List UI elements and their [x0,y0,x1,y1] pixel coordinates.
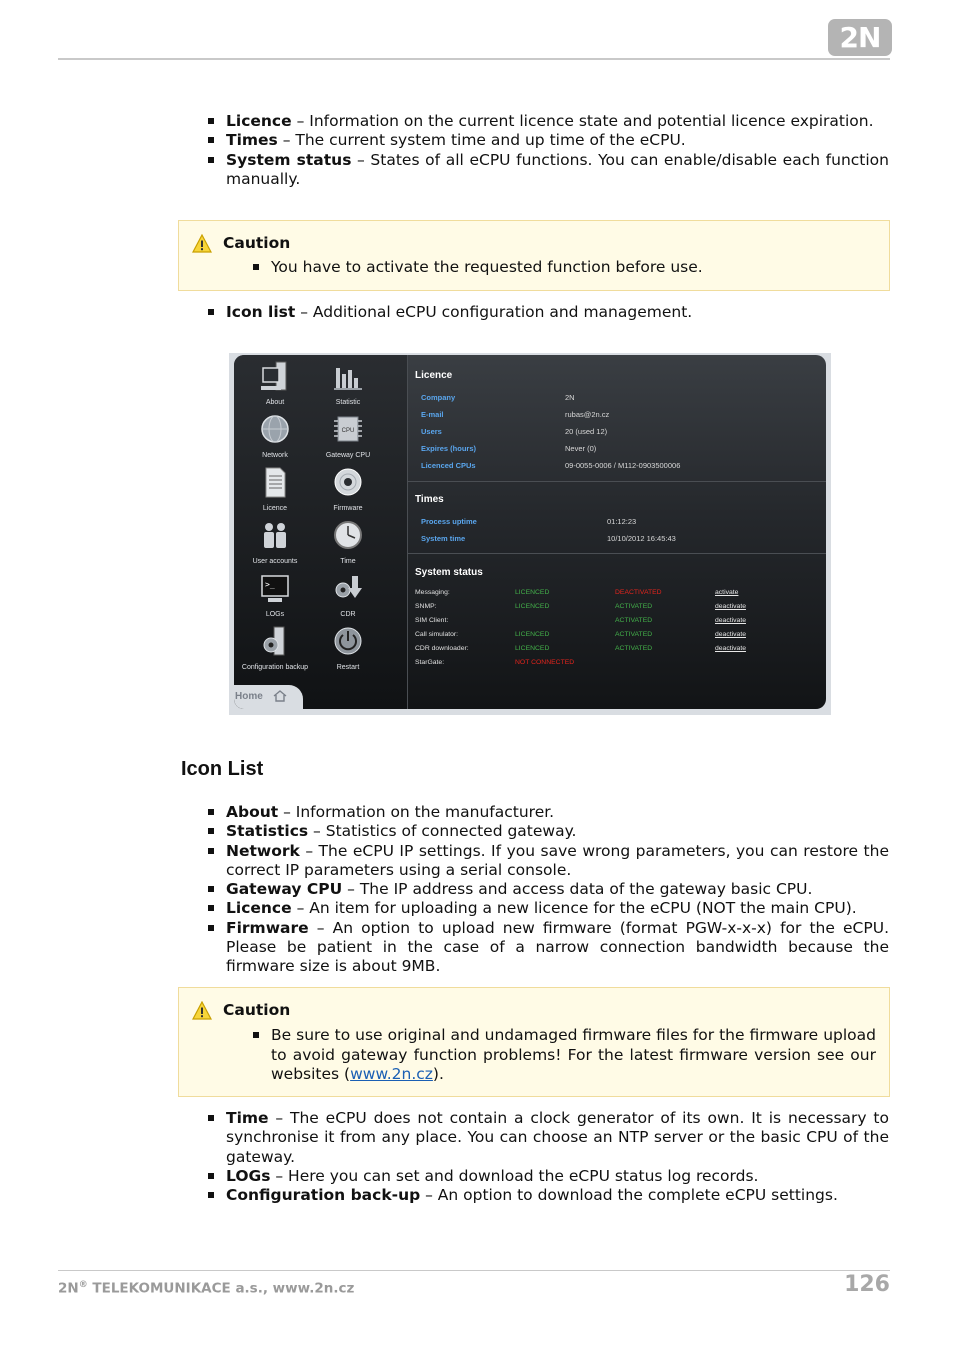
server-icon [260,360,290,394]
status-state: ACTIVATED [615,645,653,652]
status-state: ACTIVATED [615,617,653,624]
licence-key: Users [421,427,442,436]
website-link[interactable]: www.2n.cz [350,1065,433,1083]
menu-item-restart[interactable]: Restart [313,625,383,672]
menu-item-time[interactable]: Time [313,519,383,566]
system-status-title: System status [415,567,483,578]
users-icon [260,519,290,553]
power-icon [333,625,363,659]
list-item: Time – The eCPU does not contain a clock generator of its own. It is necessary to synchronise it from any place. You can choose an NTP server or the basic CPU of the gateway. [206,1109,889,1167]
list-item: Licence – An item for uploading a new licence for the eCPU (NOT the main CPU). [206,899,889,918]
licence-key: Expires (hours) [421,444,477,453]
status-state: ACTIVATED [615,603,653,610]
home-tab[interactable]: Home [234,685,303,709]
footer-divider [58,1270,890,1271]
list-item: System status – States of all eCPU functions. You can enable/disable each function manually. [206,151,889,190]
list-item: Gateway CPU – The IP address and access data of the gateway basic CPU. [206,880,889,899]
activate-link[interactable]: activate [715,589,739,596]
gears-download-icon [333,572,363,606]
warning-icon [192,1001,212,1021]
list-item: Network – The eCPU IP settings. If you save wrong parameters, you can restore the correct IP parameters using a serial console. [206,842,889,881]
times-key: Process uptime [421,517,477,526]
menu-item-network[interactable]: Network [240,413,310,460]
page-number: 126 [844,1272,890,1297]
licence-value: 2N [565,393,575,402]
licence-key: Licenced CPUs [421,461,476,470]
ecpu-screenshot [229,353,831,715]
svg-text:>_: >_ [265,580,275,589]
disc-icon [333,466,363,500]
menu-item-firmware[interactable]: Firmware [313,466,383,513]
caution-box [178,220,890,291]
bottom-list [206,1109,889,1205]
icon-list-intro [206,303,889,322]
times-key: System time [421,534,466,543]
list-item: Firmware – An option to upload new firmware (format PGW-x-x-x) for the eCPU. Please be patient in the case of a narrow connection bandwidth because the firmware size is about 9MB. [206,919,889,977]
document-icon [260,466,290,500]
caution-box [178,987,890,1097]
list-item: Licence – Information on the current licence state and potential licence expiration. [206,112,889,131]
status-licence: LICENCED [515,631,550,638]
menu-item-user-accounts[interactable]: User accounts [240,519,310,566]
menu-item-about[interactable]: About [240,360,310,407]
menu-item-configuration-backup[interactable]: Configuration backup [240,625,310,672]
caution-item: You have to activate the requested function before use. [253,258,876,278]
licence-section [408,355,826,483]
bar-chart-icon [333,360,363,394]
licence-key: Company [421,393,456,402]
deactivate-link[interactable]: deactivate [715,617,746,624]
status-name: StarGate: [415,659,445,666]
icon-list [206,803,889,977]
company-logo: 2N [828,19,892,56]
status-licence: NOT CONNECTED [515,659,575,666]
section-heading: Icon List [181,758,264,780]
terminal-icon [260,572,290,606]
menu-item-logs[interactable]: >_ LOGs [240,572,310,619]
licence-value: 09-0055-0006 / M112-0903500006 [565,461,681,470]
list-item: LOGs – Here you can set and download the eCPU status log records. [206,1167,889,1186]
caution-title: Caution [223,234,291,252]
list-item: About – Information on the manufacturer. [206,803,889,822]
caution-item: Be sure to use original and undamaged firmware files for the firmware upload to avoid gateway function problems! For the latest firmware version see our websites (www.2n.cz). [253,1026,876,1085]
licence-value: rubas@2n.cz [565,410,610,419]
menu-item-licence[interactable]: Licence [240,466,310,513]
times-value: 01:12:23 [607,517,637,526]
caution-title: Caution [223,1001,291,1019]
menu-item-statistic[interactable]: Statistic [313,360,383,407]
deactivate-link[interactable]: deactivate [715,645,746,652]
times-value: 10/10/2012 16:45:43 [607,534,676,543]
menu-item-cdr[interactable]: CDR [313,572,383,619]
list-item: Configuration back-up – An option to download the complete eCPU settings. [206,1186,889,1205]
cpu-chip-icon [333,413,363,447]
config-backup-icon [260,625,290,659]
status-name: CDR downloader: [415,645,469,652]
list-item: Times – The current system time and up time of the eCPU. [206,131,889,150]
licence-value: 20 (used 12) [565,427,608,436]
licence-value: Never (0) [565,444,597,453]
header-divider [58,58,890,60]
status-licence: LICENCED [515,603,550,610]
status-licence: LICENCED [515,589,550,596]
licence-key: E-mail [421,410,444,419]
top-feature-list [206,112,889,189]
times-section [408,483,826,555]
ecpu-panel [234,355,826,709]
deactivate-link[interactable]: deactivate [715,603,746,610]
status-name: SIM Client: [415,617,449,624]
warning-icon [192,234,212,254]
deactivate-link[interactable]: deactivate [715,631,746,638]
status-name: Messaging: [415,589,450,596]
times-title: Times [415,494,444,505]
status-state: ACTIVATED [615,631,653,638]
icon-menu [234,355,408,709]
list-item: Statistics – Statistics of connected gateway. [206,822,889,841]
menu-item-gateway-cpu[interactable]: CPU Gateway CPU [313,413,383,460]
globe-icon [260,413,290,447]
status-state: DEACTIVATED [615,589,662,596]
licence-title: Licence [415,370,453,381]
list-item: Icon list – Additional eCPU configuration and management. [206,303,889,322]
status-name: Call simulator: [415,631,459,638]
home-icon [273,690,287,702]
status-name: SNMP: [415,603,437,610]
system-status-section [408,555,826,709]
clock-icon [333,519,363,553]
svg-text:CPU: CPU [341,428,355,434]
status-licence: LICENCED [515,645,550,652]
footer-text: 2N® TELEKOMUNIKACE a.s., www.2n.cz [58,1280,355,1297]
